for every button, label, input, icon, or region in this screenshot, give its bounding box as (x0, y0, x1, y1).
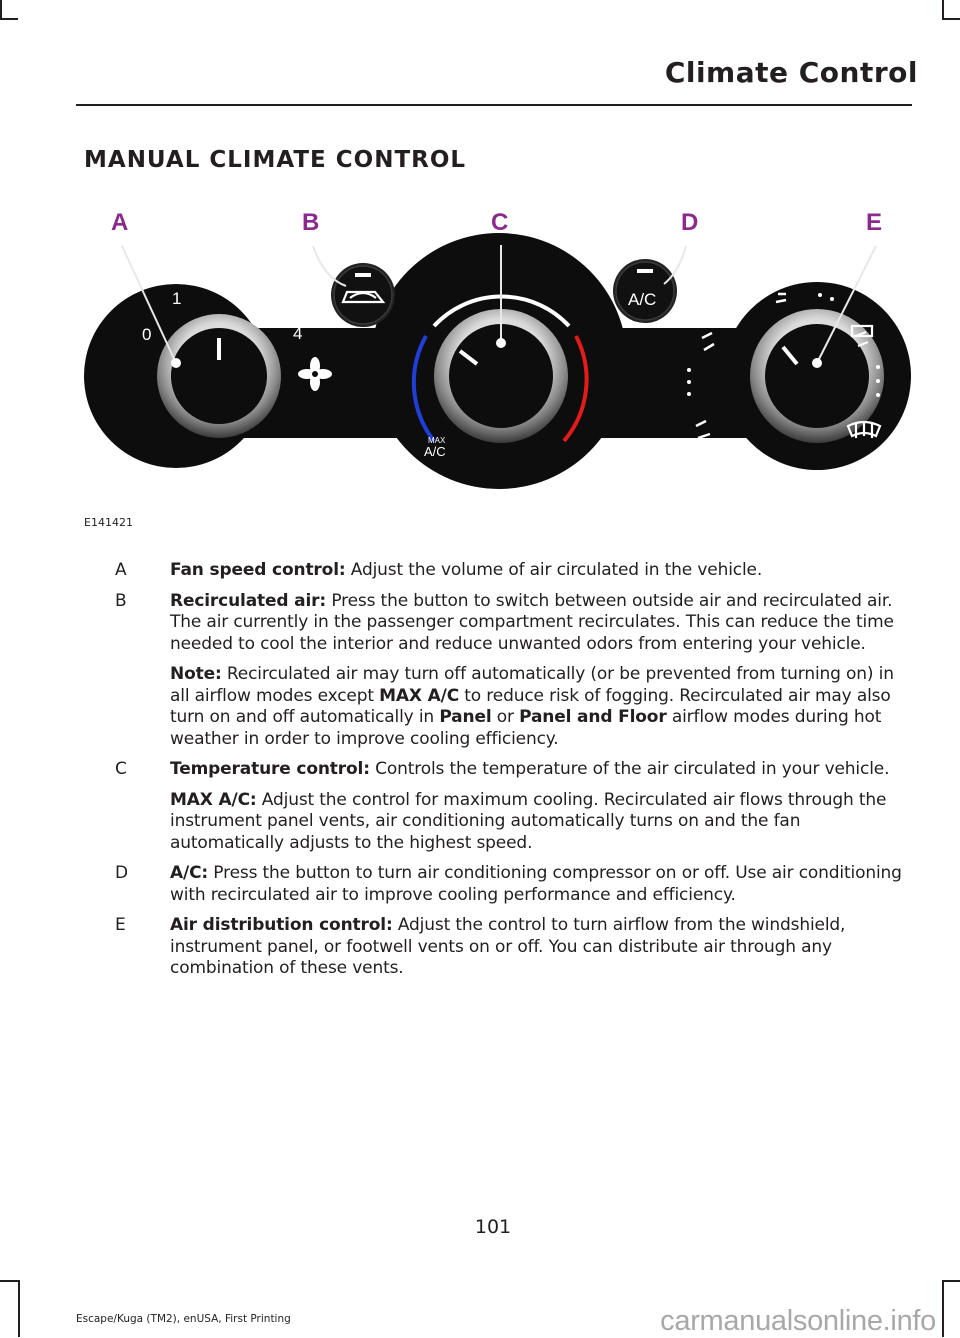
fan-speed-2: 2 (215, 277, 225, 296)
ac-button-label: A/C (628, 290, 657, 309)
max-ac-label: A/C (424, 444, 446, 459)
header-title: Climate Control (664, 56, 918, 89)
description-item (0, 759, 960, 854)
crop-mark (942, 18, 960, 20)
callout-d: D (681, 209, 699, 236)
crop-mark (942, 0, 944, 18)
item-paragraph (170, 591, 902, 656)
callout-e: E (866, 209, 883, 236)
recirculated-air-button[interactable] (331, 263, 395, 327)
page-number: 101 (474, 1216, 512, 1238)
description-item (0, 915, 960, 980)
text-run: airflow modes during hot weather in order to improve cooling efficiency. (170, 707, 882, 749)
figure-code: E141421 (84, 516, 133, 529)
crop-mark (942, 1280, 944, 1337)
crop-mark (0, 0, 2, 18)
crop-mark (942, 1280, 960, 1282)
fan-speed-0: 0 (142, 325, 152, 344)
footer-text: Escape/Kuga (TM2), enUSA, First Printing (76, 1313, 291, 1325)
text-run: Recirculated air may turn off automatically (or be prevented from turning on) in all airflow modes except (170, 664, 894, 706)
crop-mark (18, 1280, 20, 1337)
bold-term: Panel and Floor (519, 707, 667, 727)
callout-c: C (491, 209, 509, 236)
text-run: Press the button to turn air conditioning compressor on or off. Use air conditioning with recirculated air to improve cooling performance and efficiency. (170, 863, 902, 905)
bold-term: MAX A/C: (170, 789, 257, 810)
bold-term: Temperature control: (170, 759, 370, 779)
bold-term: Panel (439, 707, 492, 727)
fan-speed-4: 4 (293, 324, 303, 343)
item-paragraph (170, 790, 902, 855)
max-label: MAX (428, 436, 446, 445)
text-run: or (491, 707, 520, 727)
fan-speed-3: 3 (260, 289, 270, 308)
item-paragraph (170, 915, 902, 980)
bold-term: Recirculated air: (170, 590, 327, 611)
crop-mark (0, 1280, 18, 1282)
watermark: carmanualsonline.info (660, 1305, 936, 1337)
fan-speed-1: 1 (172, 289, 182, 308)
item-paragraph (170, 759, 902, 781)
description-item (0, 560, 960, 582)
text-run: to reduce risk of fogging. Recirculated air may also turn on and off automatically in (170, 685, 891, 727)
callout-descriptions (0, 560, 960, 989)
text-run: Adjust the control for maximum cooling. Recirculated air flows through the instrument panel vents, air conditioning automatically turns on and the fan automatically adjusts to the highest speed. (170, 789, 887, 853)
item-letter: D (115, 863, 129, 883)
item-letter: C (115, 759, 127, 779)
description-item (0, 863, 960, 906)
climate-control-figure (84, 198, 914, 528)
fan-speed-knob[interactable] (157, 314, 281, 438)
item-paragraph (170, 863, 902, 906)
item-letter: B (115, 590, 127, 611)
bold-term: Fan speed control: (170, 560, 346, 580)
bold-term: Note: (170, 664, 222, 684)
description-item (0, 591, 960, 751)
item-paragraph (170, 560, 902, 582)
section-title: MANUAL CLIMATE CONTROL (84, 147, 467, 173)
bold-term: MAX A/C (379, 685, 460, 706)
bold-term: Air distribution control: (170, 915, 393, 935)
item-letter: A (115, 560, 127, 580)
callout-b: B (302, 209, 320, 236)
text-run: Press the button to switch between outside air and recirculated air. The air currently in the passenger compartment recirculates. This can reduce the time needed to cool the interior and reduce unwanted odors from entering your vehicle. (170, 590, 894, 654)
crop-mark (0, 18, 18, 20)
header-rule (76, 104, 912, 106)
text-run: Adjust the volume of air circulated in the vehicle. (345, 560, 763, 580)
item-paragraph (170, 664, 902, 750)
item-letter: E (115, 915, 126, 935)
text-run: Controls the temperature of the air circulated in your vehicle. (369, 759, 890, 779)
text-run: Adjust the control to turn airflow from the windshield, instrument panel, or footwell vents on or off. You can distribute air through any combination of these vents. (170, 915, 846, 978)
callout-a: A (111, 209, 129, 236)
bold-term: A/C: (170, 863, 209, 883)
